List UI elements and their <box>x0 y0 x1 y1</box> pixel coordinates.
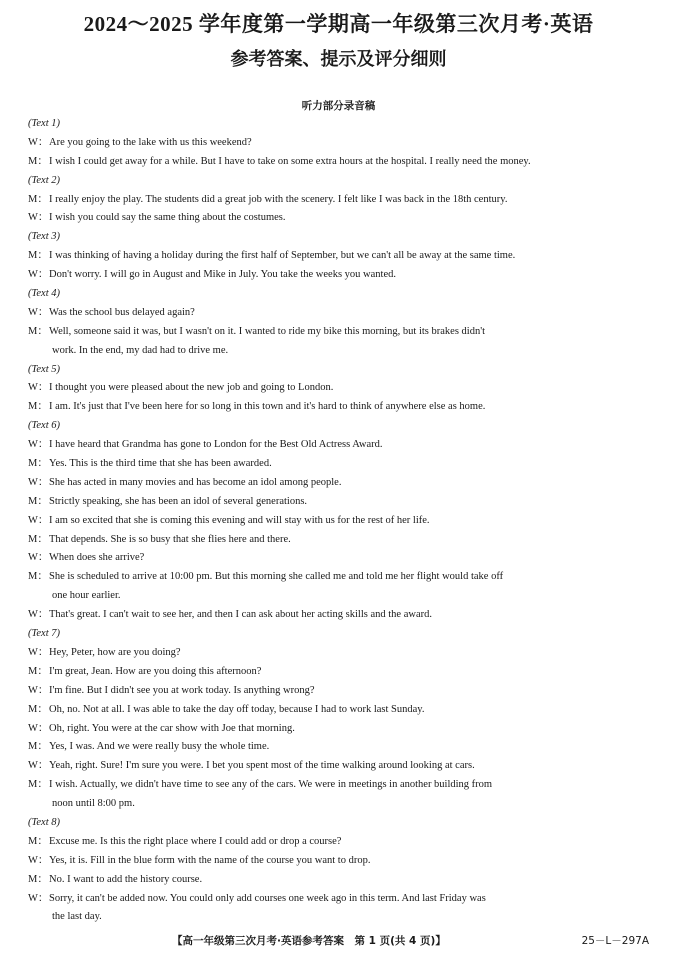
dialog-text: Yes, I was. And we were really busy the whole time. <box>49 741 270 753</box>
text-label: (Text 8) <box>28 816 60 828</box>
dialog-text: When does she arrive? <box>49 552 145 564</box>
dialog-line <box>28 512 656 531</box>
dialog-text: Was the school bus delayed again? <box>49 306 195 318</box>
dialog-text: Hey, Peter, how are you doing? <box>49 646 181 658</box>
dialog-line <box>28 852 656 871</box>
dialog-line <box>28 379 656 398</box>
speaker-label: W： <box>28 892 49 904</box>
dialog-text: I'm great, Jean. How are you doing this afternoon? <box>49 665 262 677</box>
speaker-label: W： <box>28 609 49 621</box>
dialog-line <box>28 644 656 663</box>
page-title: 2024～2025 学年度第一学期高一年级第三次月考·英语 <box>83 12 594 36</box>
dialog-line <box>28 738 656 757</box>
text-label: (Text 6) <box>28 420 60 432</box>
dialog-line <box>28 720 656 739</box>
speaker-label: M： <box>28 835 48 847</box>
dialog-line <box>28 474 656 493</box>
page-subtitle: 参考答案、提示及评分细则 <box>230 49 447 69</box>
dialog-text: I was thinking of having a holiday during the first half of September, but we can't all be away at the same time. <box>49 250 516 262</box>
text-label: (Text 1) <box>28 118 60 129</box>
dialog-line <box>28 549 656 568</box>
dialog-text: I wish you could say the same thing about the costumes. <box>49 212 286 224</box>
transcript <box>28 115 656 927</box>
speaker-label: M： <box>28 193 48 205</box>
dialog-text: Oh, right. You were at the car show with Joe that morning. <box>49 722 295 734</box>
dialog-line <box>28 890 656 909</box>
speaker-label: M： <box>28 779 48 791</box>
dialog-text: I have heard that Grandma has gone to London for the Best Old Actress Award. <box>49 439 383 451</box>
dialog-line <box>28 531 656 550</box>
speaker-label: W： <box>28 439 49 451</box>
dialog-line <box>28 323 656 342</box>
dialog-text: I really enjoy the play. The students did a great job with the scenery. I felt like I was back in the 18th century. <box>49 193 508 205</box>
dialog-line <box>28 209 656 228</box>
dialog-line <box>28 266 656 285</box>
speaker-label: M： <box>28 325 48 337</box>
dialog-text: I'm fine. But I didn't see you at work today. Is anything wrong? <box>49 684 315 696</box>
dialog-line <box>28 701 656 720</box>
dialog-text: No. I want to add the history course. <box>49 873 203 885</box>
dialog-line <box>28 398 656 417</box>
text-label: (Text 2) <box>28 174 60 186</box>
dialog-line <box>28 134 656 153</box>
dialog-text: Yes. This is the third time that she has been awarded. <box>49 458 272 470</box>
speaker-label: W： <box>28 306 49 318</box>
dialog-text: Are you going to the lake with us this weekend? <box>49 136 252 148</box>
dialog-continuation: one hour earlier. <box>52 590 121 602</box>
dialog-text: That depends. She is so busy that she flies here and there. <box>49 533 291 545</box>
speaker-label: M： <box>28 458 48 470</box>
dialog-text: She is scheduled to arrive at 10:00 pm. But this morning she called me and told me her flight would take off <box>49 571 504 583</box>
dialog-line <box>28 757 656 776</box>
dialog-continuation: the last day. <box>52 911 102 923</box>
speaker-label: W： <box>28 514 49 526</box>
dialog-text: I am so excited that she is coming this evening and will stay with us for the rest of her life. <box>49 514 430 526</box>
dialog-line <box>28 871 656 890</box>
dialog-text: She has acted in many movies and has become an idol among people. <box>49 476 342 488</box>
dialog-text: I thought you were pleased about the new job and going to London. <box>49 382 334 394</box>
dialog-line <box>28 436 656 455</box>
dialog-line <box>28 833 656 852</box>
text-label: (Text 5) <box>28 363 60 375</box>
dialog-text: That's great. I can't wait to see her, and then I can ask about her acting skills and the award. <box>49 609 432 621</box>
speaker-label: W： <box>28 382 49 394</box>
footer-code: 25－L－297A <box>581 935 649 947</box>
dialog-text: Well, someone said it was, but I wasn't on it. I wanted to ride my bike this morning, but its brakes didn't <box>49 325 486 337</box>
dialog-text: I wish I could get away for a while. But I have to take on some extra hours at the hospital. I really need the money. <box>49 155 531 167</box>
speaker-label: W： <box>28 684 49 696</box>
dialog-text: I wish. Actually, we didn't have time to see any of the cars. We were in meetings in another building from <box>49 779 493 791</box>
speaker-label: W： <box>28 854 49 866</box>
text-label: (Text 7) <box>28 628 60 640</box>
section-title: 听力部分录音稿 <box>301 100 376 112</box>
page-footer <box>0 933 677 951</box>
dialog-continuation: noon until 8:00 pm. <box>52 798 135 810</box>
dialog-text: Yeah, right. Sure! I'm sure you were. I bet you spent most of the time walking around looking at cars. <box>49 760 475 772</box>
speaker-label: W： <box>28 136 49 148</box>
speaker-label: M： <box>28 703 48 715</box>
dialog-line <box>28 153 656 172</box>
dialog-text: Strictly speaking, she has been an idol of several generations. <box>49 495 308 507</box>
text-label: (Text 4) <box>28 288 60 300</box>
dialog-line <box>28 493 656 512</box>
footer-page-info: 【高一年级第三次月考·英语参考答案 第 1 页(共 4 页)】 <box>172 935 446 947</box>
dialog-continuation: work. In the end, my dad had to drive me. <box>52 344 229 356</box>
dialog-text: Excuse me. Is this the right place where I could add or drop a course? <box>49 835 342 847</box>
dialog-text: Yes, it is. Fill in the blue form with the name of the course you want to drop. <box>49 854 371 866</box>
speaker-label: M： <box>28 250 48 262</box>
speaker-label: W： <box>28 552 49 564</box>
speaker-label: W： <box>28 722 49 734</box>
dialog-line <box>28 682 656 701</box>
dialog-line <box>28 455 656 474</box>
speaker-label: W： <box>28 760 49 772</box>
dialog-line <box>28 247 656 266</box>
dialog-text: Don't worry. I will go in August and Mike in July. You take the weeks you wanted. <box>49 269 396 281</box>
speaker-label: M： <box>28 495 48 507</box>
dialog-line <box>28 191 656 210</box>
dialog-line <box>28 776 656 795</box>
speaker-label: M： <box>28 401 48 413</box>
dialog-text: I am. It's just that I've been here for so long in this town and it's hard to think of anywhere else as home. <box>49 401 486 413</box>
dialog-line <box>28 663 656 682</box>
dialog-text: Oh, no. Not at all. I was able to take the day off today, because I had to work last Sunday. <box>49 703 425 715</box>
dialog-line <box>28 568 656 587</box>
speaker-label: W： <box>28 269 49 281</box>
text-label: (Text 3) <box>28 231 60 243</box>
speaker-label: M： <box>28 533 48 545</box>
speaker-label: M： <box>28 571 48 583</box>
speaker-label: M： <box>28 155 48 167</box>
speaker-label: W： <box>28 476 49 488</box>
speaker-label: M： <box>28 665 48 677</box>
dialog-line <box>28 606 656 625</box>
speaker-label: W： <box>28 212 49 224</box>
speaker-label: W： <box>28 646 49 658</box>
speaker-label: M： <box>28 741 48 753</box>
speaker-label: M： <box>28 873 48 885</box>
dialog-text: Sorry, it can't be added now. You could only add courses one week ago in this term. And last Friday was <box>49 892 486 904</box>
dialog-line <box>28 304 656 323</box>
